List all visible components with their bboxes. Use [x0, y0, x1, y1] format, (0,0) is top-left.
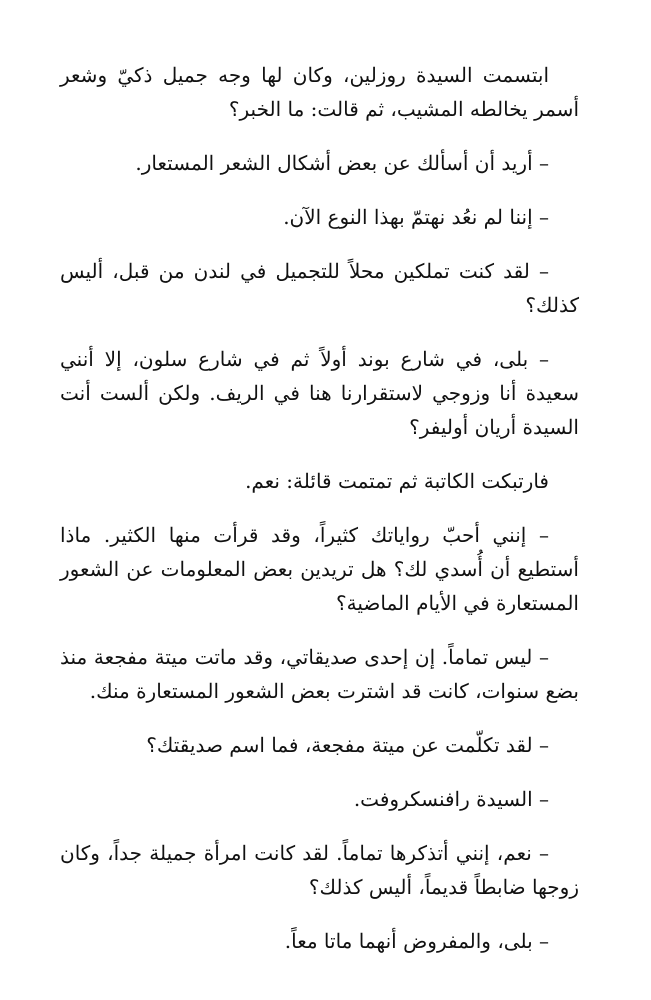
paragraph-8: – ليس تماماً. إن إحدى صديقاتي، وقد ماتت ميتة مفجعة منذ بضع سنوات، كانت قد اشترت بعض الشعور المستعارة منك.	[60, 645, 579, 703]
paragraph-4: – لقد كنت تملكين محلاً للتجميل في لندن من قبل، أليس كذلك؟	[60, 259, 579, 317]
paragraph-1: ابتسمت السيدة روزلين، وكان لها وجه جميل ذكيّ وشعر أسمر يخالطه المشيب، ثم قالت: ما الخبر؟	[60, 63, 579, 121]
paragraph-9: – لقد تكلّمت عن ميتة مفجعة، فما اسم صديقتك؟	[146, 733, 549, 757]
paragraph-3: – إننا لم نعُد نهتمّ بهذا النوع الآن.	[283, 205, 549, 229]
paragraph-5: – بلى، في شارع بوند أولاً ثم في شارع سلون، إلا أنني سعيدة أنا وزوجي لاستقرارنا هنا في الريف. ولكن ألست أنت السيدة أريان أوليفر؟	[60, 347, 580, 439]
paragraph-12: – بلى، والمفروض أنهما ماتا معاً.	[284, 929, 549, 953]
book-page	[60, 58, 579, 978]
paragraph-11: – نعم، إنني أتذكرها تماماً. لقد كانت امرأة جميلة جداً، وكان زوجها ضابطاً قديماً، أليس كذلك؟	[60, 841, 579, 899]
paragraph-2: – أريد أن أسألك عن بعض أشكال الشعر المستعار.	[135, 151, 549, 175]
paragraph-7: – إنني أحبّ رواياتك كثيراً، وقد قرأت منها الكثير. ماذا أستطيع أن أُسدي لك؟ هل تريدين بعض المعلومات عن الشعور المستعارة في الأيام الماضية؟	[60, 523, 579, 615]
paragraph-10: – السيدة رافنسكروفت.	[353, 787, 549, 811]
paragraph-6: فارتبكت الكاتبة ثم تمتمت قائلة: نعم.	[245, 469, 549, 493]
